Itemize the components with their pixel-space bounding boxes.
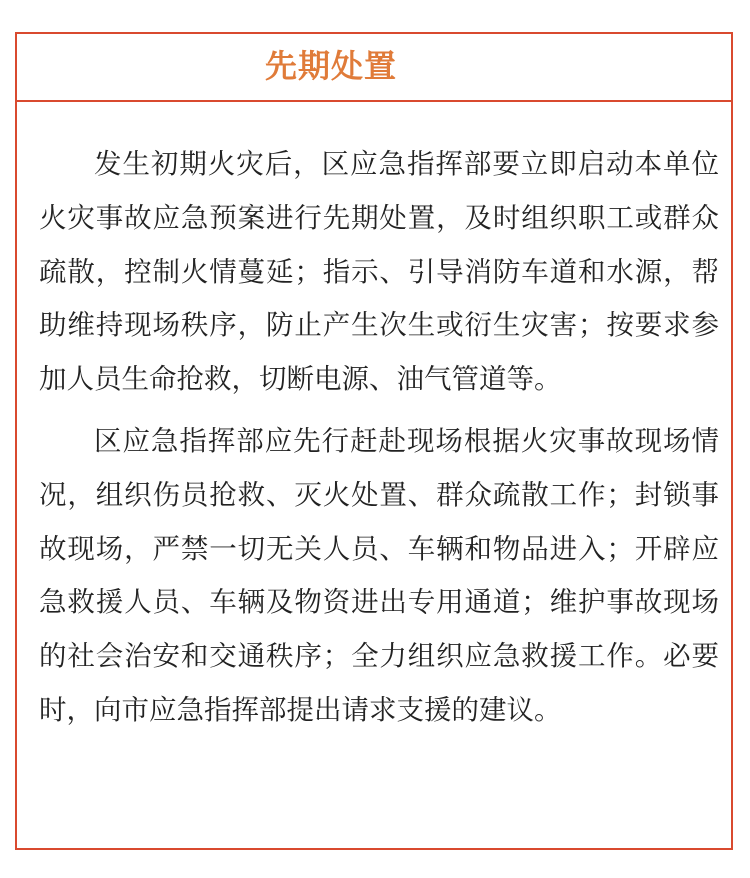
section-title: 先期处置: [265, 47, 398, 85]
card-body: [39, 138, 719, 738]
paragraph-initial-response: 发生初期火灾后，区应急指挥部要立即启动本单位火灾事故应急预案进行先期处置，及时组织职工或群众疏散，控制火情蔓延；指示、引导消防车道和水源，帮助维持现场秩序，防止产生次生或衍生灾害；按要求参加人员生命抢救，切断电源、油气管道等。: [39, 148, 719, 396]
card-header: [17, 34, 731, 102]
content-card: [15, 32, 733, 850]
paragraph-on-site-command: 区应急指挥部应先行赶赴现场根据火灾事故现场情况，组织伤员抢救、灭火处置、群众疏散工作；封锁事故现场，严禁一切无关人员、车辆和物品进入；开辟应急救援人员、车辆及物资进出专用通道；维护事故现场的社会治安和交通秩序；全力组织应急救援工作。必要时，向市应急指挥部提出请求支援的建议。: [39, 424, 719, 726]
